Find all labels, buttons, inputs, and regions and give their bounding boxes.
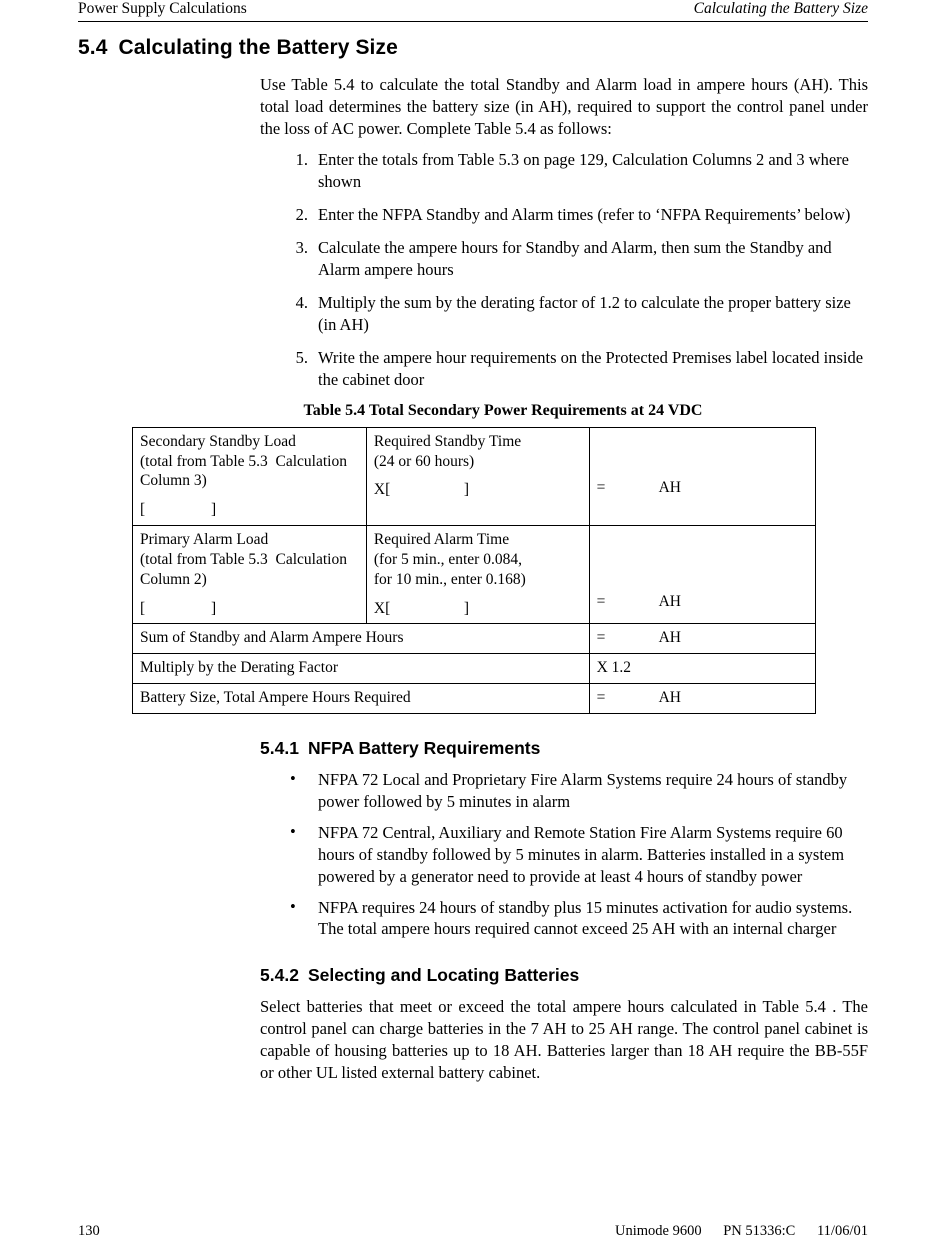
battery-size-label-cell: Battery Size, Total Ampere Hours Required — [133, 684, 590, 714]
alarm-load-label-line1: Primary Alarm Load — [140, 531, 269, 549]
list-item — [282, 149, 868, 193]
table-caption: Table 5.4 Total Secondary Power Requirements at 24 VDC — [303, 401, 703, 419]
alarm-load-label-line3: Column 2) — [140, 570, 207, 588]
alarm-time-entry-field[interactable]: X[ ] — [373, 599, 470, 617]
standby-time-label-line2: (24 or 60 hours) — [373, 452, 475, 470]
derating-label-cell: Multiply by the Derating Factor — [133, 654, 590, 684]
standby-time-cell — [366, 427, 589, 525]
list-item-text: NFPA 72 Central, Auxiliary and Remote Station Fire Alarm Systems require 60 hours of standby followed by 5 minutes in alarm. Batteries installed in a system powered by a generator need to provide at least 4 hours of standby power — [318, 822, 845, 886]
list-item-text: Write the ampere hour requirements on the Protected Premises label located inside the cabinet door — [318, 347, 864, 389]
list-item — [282, 292, 868, 336]
footer-date: 11/06/01 — [816, 1223, 868, 1239]
subsection-1-heading — [260, 738, 868, 759]
table-row — [133, 427, 816, 525]
list-item-text: NFPA 72 Local and Proprietary Fire Alarm Systems require 24 hours of standby power followed by 5 minutes in alarm — [318, 769, 848, 811]
battery-size-result-cell — [589, 684, 815, 714]
page-footer — [78, 1223, 868, 1240]
section-intro — [260, 74, 868, 139]
list-item — [282, 237, 868, 281]
list-item-text: Calculate the ampere hours for Standby and Alarm, then sum the Standby and Alarm ampere hours — [318, 238, 832, 280]
alarm-load-entry-field[interactable]: [ ] — [140, 599, 217, 617]
standby-load-entry-field[interactable]: [ ] — [140, 501, 217, 519]
alarm-time-label-line1: Required Alarm Time — [373, 531, 510, 549]
subsection-2-body: Select batteries that meet or exceed the total ampere hours calculated in Table 5.4 . The control panel can charge batteries in the 7 AH to 25 AH range. The control panel cabinet is capable of housing batteries up to 18 AH. Batteries larger than 18 AH require the BB-55F or other UL listed external battery cabinet. — [260, 997, 868, 1083]
equals-sign: = — [596, 478, 606, 496]
unit-label: AH — [658, 478, 681, 496]
bullet-glyph: • — [290, 768, 296, 788]
nfpa-requirements-list — [282, 769, 868, 941]
intro-paragraph: Use Table 5.4 to calculate the total Standby and Alarm load in ampere hours (AH). This total load determines the battery size (in AH), required to support the control panel under the loss of AC power. Complete Table 5.4 as follows: — [260, 75, 868, 138]
alarm-time-label-line3: for 10 min., enter 0.168) — [373, 570, 526, 588]
list-marker: 4. — [295, 292, 308, 312]
standby-result-line — [597, 478, 809, 498]
standby-load-label-line1: Secondary Standby Load — [140, 432, 296, 450]
bullet-glyph: • — [290, 821, 296, 841]
footer-part-number: PN 51336:C — [723, 1223, 796, 1239]
table-row — [133, 526, 816, 624]
standby-load-cell — [133, 427, 367, 525]
list-marker: 2. — [295, 205, 308, 225]
list-item — [282, 347, 868, 391]
derating-value-cell: X 1.2 — [589, 654, 815, 684]
running-header — [78, 0, 868, 22]
standby-time-entry-field[interactable]: X[ ] — [373, 481, 470, 499]
unit-label: AH — [658, 629, 681, 647]
subsection-2-heading — [260, 965, 868, 986]
list-item — [282, 897, 868, 941]
section-number: 5.4 — [78, 36, 108, 59]
subsection-1-number: 5.4.1 — [260, 737, 299, 758]
equals-sign: = — [596, 593, 606, 611]
list-marker: 3. — [295, 238, 308, 258]
standby-load-label-line3: Column 3) — [140, 472, 207, 490]
table-row — [133, 624, 816, 654]
section-heading — [78, 36, 868, 60]
page-content — [78, 36, 868, 1084]
alarm-result-cell — [589, 526, 815, 624]
list-item — [282, 769, 868, 813]
page-number: 130 — [78, 1223, 100, 1239]
section-title: Calculating the Battery Size — [118, 36, 398, 59]
standby-result-cell — [589, 427, 815, 525]
footer-product: Unimode 9600 — [615, 1223, 702, 1239]
secondary-power-requirements-table — [132, 427, 816, 714]
list-item-text: Enter the NFPA Standby and Alarm times (refer to ‘NFPA Requirements’ below) — [318, 205, 851, 225]
bullet-glyph: • — [290, 896, 296, 916]
list-item-text: Enter the totals from Table 5.3 on page 129, Calculation Columns 2 and 3 where shown — [318, 150, 850, 192]
footer-document-info — [615, 1223, 868, 1240]
table-row — [133, 684, 816, 714]
subsection-2-title: Selecting and Locating Batteries — [307, 965, 580, 986]
alarm-time-cell — [366, 526, 589, 624]
unit-label: AH — [658, 689, 681, 707]
header-right-text: Calculating the Battery Size — [693, 0, 868, 17]
header-left-text: Power Supply Calculations — [78, 0, 247, 17]
sum-label-cell: Sum of Standby and Alarm Ampere Hours — [133, 624, 590, 654]
list-item-text: NFPA requires 24 hours of standby plus 15 minutes activation for audio systems. The total ampere hours required cannot exceed 25 AH with an internal charger — [318, 897, 853, 939]
alarm-time-label-line2: (for 5 min., enter 0.084, — [373, 550, 522, 568]
alarm-load-cell — [133, 526, 367, 624]
list-item — [282, 204, 868, 226]
standby-time-label-line1: Required Standby Time — [373, 432, 522, 450]
list-item-text: Multiply the sum by the derating factor of 1.2 to calculate the proper battery size (in AH) — [318, 292, 851, 334]
subsection-1-title: NFPA Battery Requirements — [307, 737, 541, 758]
alarm-load-label-line2: (total from Table 5.3 Calculation — [140, 550, 347, 568]
sum-result-cell — [589, 624, 815, 654]
subsection-2-number: 5.4.2 — [260, 965, 299, 986]
equals-sign: = — [596, 689, 606, 707]
list-item — [282, 822, 868, 888]
standby-load-label-line2: (total from Table 5.3 Calculation — [140, 452, 347, 470]
equals-sign: = — [596, 629, 606, 647]
list-marker: 1. — [295, 150, 308, 170]
unit-label: AH — [658, 593, 681, 611]
alarm-result-line — [597, 592, 809, 612]
table-row — [133, 654, 816, 684]
procedure-list — [282, 149, 868, 390]
list-marker: 5. — [295, 347, 308, 367]
